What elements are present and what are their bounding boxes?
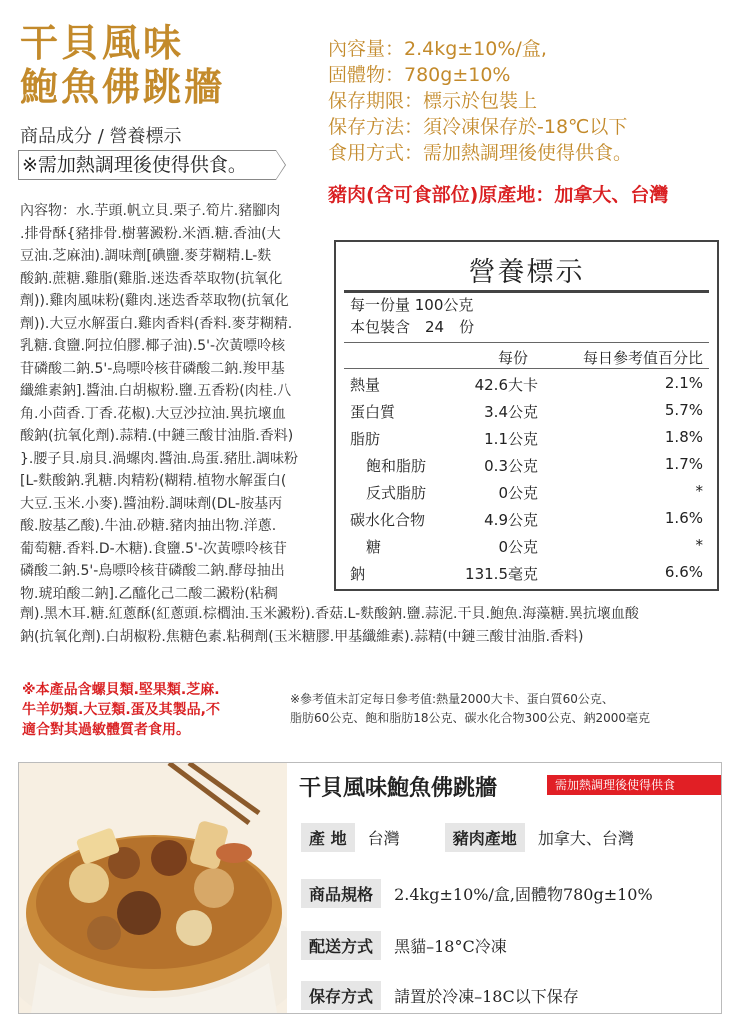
pork-origin-label: 豬肉產地 xyxy=(445,823,525,852)
storage-value: 請置於冷凍–18C以下保存 xyxy=(394,987,579,1006)
ingredient-line: 酸.胺基乙酸).牛油.砂糖.豬肉抽出物.洋蔥. xyxy=(20,518,277,534)
nutrition-row xyxy=(344,559,709,587)
product-banner xyxy=(18,762,722,1014)
per-serving-value: 1.1公克 xyxy=(484,430,538,448)
serving-size: 每一份量 100公克 xyxy=(350,296,474,314)
ingredient-line: 酸鈉(抗氧化劑).蒜精.(中鏈三酸甘油脂.香料) xyxy=(20,428,294,444)
reference-line: 脂肪60公克、飽和脂肪18公克、碳水化合物300公克、鈉2000毫克 xyxy=(290,711,650,725)
ingredient-line: 纖維素鈉].醬油.白胡椒粉.鹽.五香粉(肉桂.八 xyxy=(20,383,292,399)
daily-value: * xyxy=(695,536,703,554)
per-serving-value: 0公克 xyxy=(498,484,538,502)
divider xyxy=(344,290,709,293)
divider xyxy=(344,368,709,369)
origin-label: 產 地 xyxy=(301,823,355,852)
servings-per-package: 本包裝含 24 份 xyxy=(350,318,475,336)
per-serving-value: 4.9公克 xyxy=(484,511,538,529)
nutrient-name: 飽和脂肪 xyxy=(366,457,427,475)
reference-line: ※參考值未訂定每日參考值:熱量2000大卡、蛋白質60公克、 xyxy=(290,692,614,706)
ingredient-line: 角.小茴香.丁香.花椒).大豆沙拉油.異抗壞血 xyxy=(20,405,286,422)
ingredient-line: 內容物：水.芋頭.帆立貝.栗子.筍片.豬腳肉 xyxy=(20,203,281,219)
nutrition-row xyxy=(344,505,709,533)
heat-note: ※需加熱調理後使得供食。 xyxy=(18,150,276,180)
nutrient-name: 鈉 xyxy=(350,565,366,583)
ingredient-line: 磷酸二鈉.5'-鳥嘌呤核苷磷酸二鈉.酵母抽出 xyxy=(20,563,285,579)
nutrition-row xyxy=(344,424,709,452)
per-serving-value: 131.5毫克 xyxy=(465,565,538,583)
ingredient-line: 大豆.玉米.小麥).醬油粉.調味劑(DL-胺基丙 xyxy=(20,495,283,512)
nutrient-name: 碳水化合物 xyxy=(350,511,426,529)
pork-origin-value: 加拿大、台灣 xyxy=(537,829,634,848)
product-title-line2: 鮑魚佛跳牆 xyxy=(20,65,226,109)
col-per-serving: 每份 xyxy=(498,349,529,367)
ingredients-list xyxy=(20,200,330,605)
nutrition-row xyxy=(344,532,709,560)
banner-heat-tag: 需加熱調理後使得供食 xyxy=(547,775,722,795)
spec-value: 2.4kg±10%/盒,固體物780g±10% xyxy=(394,885,653,904)
allergen-warning xyxy=(22,680,220,740)
per-serving-value: 0.3公克 xyxy=(484,457,538,475)
allergen-line: 牛羊奶類.大豆類.蛋及其製品,不 xyxy=(22,702,220,718)
ingredient-line: [L-麩酸鈉.乳糖.肉精粉(糊精.植物水解蛋白( xyxy=(20,473,287,489)
storage-row xyxy=(301,981,579,1010)
per-serving-value: 3.4公克 xyxy=(484,403,538,421)
reference-note xyxy=(290,690,650,728)
spec-line: 內容量：2.4kg±10%/盒, xyxy=(328,38,547,60)
shipping-value: 黑貓–18°C冷凍 xyxy=(394,937,507,956)
spec-label: 商品規格 xyxy=(301,879,381,908)
nutrient-name: 糖 xyxy=(366,538,382,556)
per-serving-value: 42.6大卡 xyxy=(474,376,538,394)
nutrition-title: 營養標示 xyxy=(468,257,585,288)
allergen-line: ※本產品含螺貝類.堅果類.芝麻. xyxy=(22,682,220,698)
product-title-line1: 干貝風味 xyxy=(20,21,185,65)
nutrition-row xyxy=(344,397,709,425)
daily-value: 1.6% xyxy=(664,509,703,527)
ingredient-line: 劑)).雞肉風味粉(雞肉.迷迭香萃取物(抗氧化 xyxy=(20,293,289,309)
ingredient-line: 劑).黑木耳.糖.紅蔥酥(紅蔥頭.棕櫚油.玉米澱粉).香菇.L-麩酸鈉.鹽.蒜泥.干貝.鮑魚.海藻糖.異抗壞血酸 xyxy=(20,606,639,622)
col-daily-value: 每日參考值百分比 xyxy=(582,349,703,367)
nutrition-row xyxy=(344,451,709,479)
ingredient-line: 鈉(抗氧化劑).白胡椒粉.焦糖色素.粘稠劑(玉米糖膠.甲基纖維素).蒜精(中鏈三酸甘油脂.香料) xyxy=(20,628,584,645)
daily-value: 1.8% xyxy=(664,428,703,446)
nutrition-table xyxy=(334,240,719,591)
nutrient-name: 脂肪 xyxy=(350,430,381,448)
ingredient-line: 苷磷酸二鈉.5'-鳥嘌呤核苷磷酸二鈉.羧甲基 xyxy=(20,360,285,377)
per-serving-value: 0公克 xyxy=(498,538,538,556)
allergen-line: 適合對其過敏體質者食用。 xyxy=(22,722,190,738)
nutrient-name: 反式脂肪 xyxy=(366,484,427,502)
daily-value: 2.1% xyxy=(664,374,703,392)
ingredient-line: 葡萄糖.香料.D-木糖).食鹽.5'-次黃嘌呤核苷 xyxy=(20,540,287,557)
origin-row xyxy=(301,823,634,852)
spec-line: 保存方法：須冷凍保存於-18℃以下 xyxy=(328,116,628,138)
spec-row xyxy=(301,879,653,908)
storage-label: 保存方式 xyxy=(301,981,381,1010)
section-label: 商品成分 / 營養標示 xyxy=(20,126,182,147)
nutrient-name: 蛋白質 xyxy=(350,403,396,421)
daily-value: 5.7% xyxy=(664,401,703,419)
nutrition-row xyxy=(344,370,709,398)
ingredient-line: .排骨酥{豬排骨.樹薯澱粉.米酒.糖.香油(大 xyxy=(20,225,281,242)
banner-product-name: 干貝風味鮑魚佛跳牆 xyxy=(299,775,498,801)
ingredient-line: 豆油.芝麻油).調味劑[碘鹽.麥芽糊精.L-麩 xyxy=(20,248,272,264)
spec-line: 保存期限：標示於包裝上 xyxy=(328,90,538,112)
ingredient-line: 酸鈉.蔗糖.雞脂(雞脂.迷迭香萃取物(抗氧化 xyxy=(20,270,283,287)
nutrient-name: 熱量 xyxy=(350,376,381,394)
pork-origin: 豬肉(含可食部位)原產地：加拿大、台灣 xyxy=(328,184,669,206)
ingredient-line: }.腰子貝.扇貝.渦螺肉.醬油.鳥蛋.豬肚.調味粉 xyxy=(20,450,299,467)
ingredient-line: 劑)).大豆水解蛋白.雞肉香料(香料.麥芽糊精. xyxy=(20,315,293,332)
daily-value: * xyxy=(695,482,703,500)
spec-block xyxy=(328,36,632,166)
shipping-label: 配送方式 xyxy=(301,931,381,960)
divider xyxy=(344,342,709,343)
ingredient-line: 物.琥珀酸二鈉].乙醯化己二酸二澱粉(粘稠 xyxy=(20,585,278,602)
food-photo xyxy=(19,763,287,1013)
daily-value: 6.6% xyxy=(664,563,703,581)
spec-line: 食用方式：需加熱調理後使得供食。 xyxy=(328,142,633,164)
daily-value: 1.7% xyxy=(664,455,703,473)
origin-value: 台灣 xyxy=(367,829,400,848)
ingredients-tail xyxy=(20,603,725,648)
nutrition-row xyxy=(344,478,709,506)
ingredient-line: 乳糖.食鹽.阿拉伯膠.椰子油).5'-次黃嘌呤核 xyxy=(20,338,286,354)
shipping-row xyxy=(301,931,507,960)
spec-line: 固體物：780g±10% xyxy=(328,64,511,86)
